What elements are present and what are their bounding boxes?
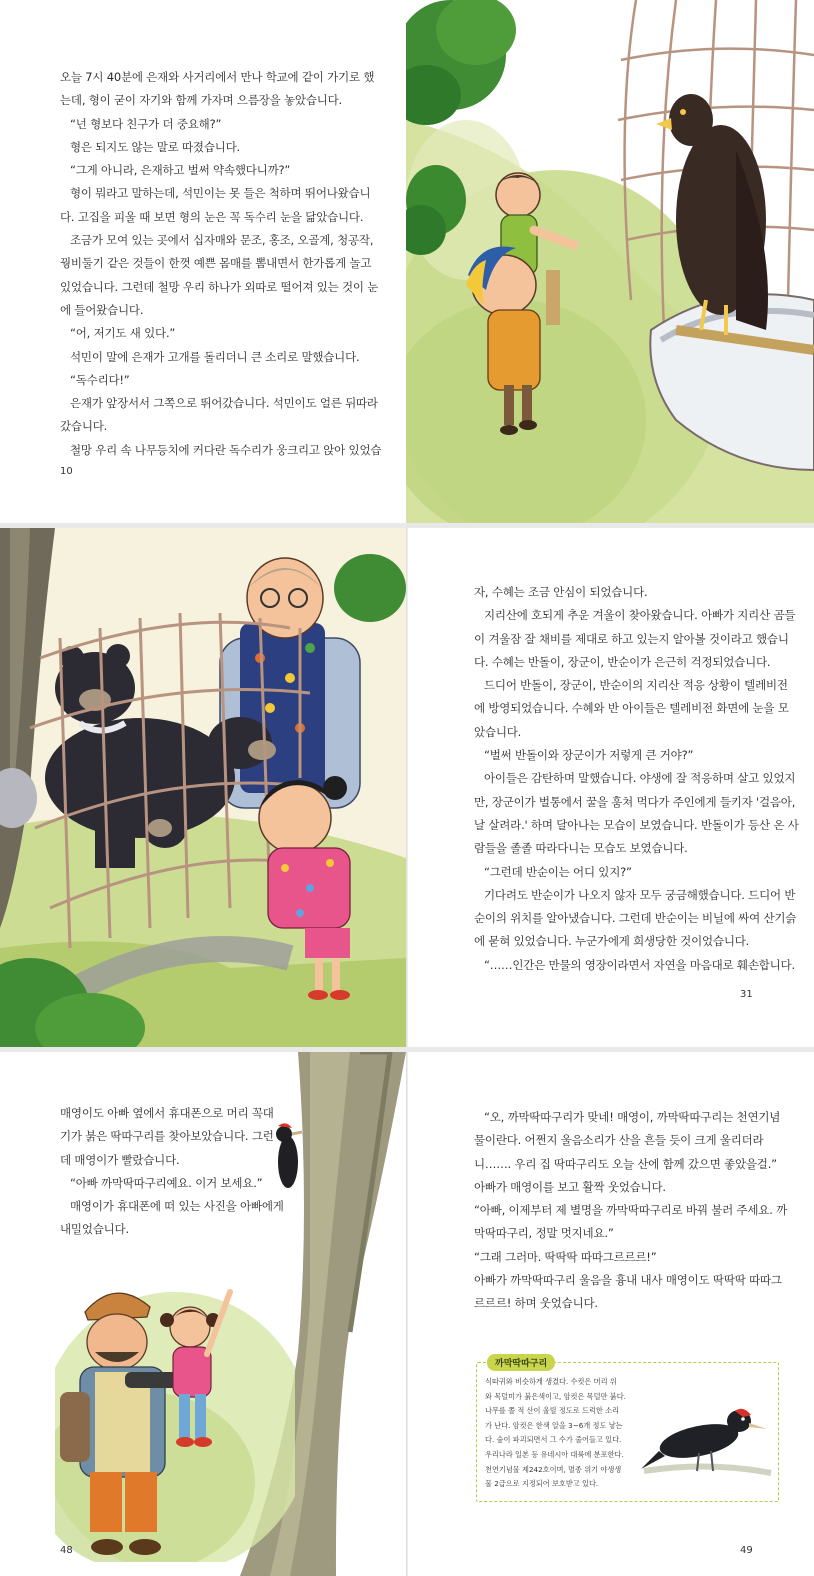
text-line: 물 2급으로 지정되어 보호받고 있다. — [485, 1479, 599, 1489]
text-line: 에 방영되었습니다. 수혜와 반 아이들은 텔레비전 화면에 눈을 모 — [474, 701, 789, 716]
text-line: 조금가 모여 있는 곳에서 십자매와 문조, 홍조, 오골계, 청공작, — [70, 233, 374, 248]
text-line: 매영이가 휴대폰에 떠 있는 사진을 아빠에게 — [70, 1199, 284, 1214]
text-line: 았습니다. — [474, 724, 522, 739]
page-number-10: 10 — [60, 466, 73, 477]
text-line: “그런데 반순이는 어디 있지?” — [484, 864, 632, 879]
text-line: 가 난다. 암컷은 한색 알을 3~6개 정도 낳는 — [485, 1420, 623, 1430]
page-31-body-text — [474, 581, 799, 977]
text-line: 니……. 우리 집 딱따구리도 오늘 산에 함께 갔으면 좋았을걸.” — [474, 1156, 777, 1171]
text-line: 와 목덜미가 붉은색이고, 암컷은 목덜만 붉다. — [485, 1391, 626, 1401]
text-line: 오늘 7시 40분에 은재와 사거리에서 만나 학교에 같이 가기로 했 — [60, 70, 375, 84]
text-line: 람들을 졸졸 따라다니는 모습도 보였습니다. — [474, 841, 688, 856]
text-line: 이 겨울잠 잘 채비를 제대로 하고 있는지 알아볼 것이라고 했습니 — [474, 631, 789, 646]
text-line: 꿩비둘기 같은 것들이 한껏 예쁜 몸매를 뽐내면서 한가롭게 놀고 — [60, 256, 372, 271]
page-number-48: 48 — [60, 1545, 73, 1556]
text-line: 자, 수혜는 조금 안심이 되었습니다. — [474, 585, 648, 599]
page-gutter — [406, 528, 408, 1047]
text-line: 막딱따구리, 정말 멋지네요.” — [474, 1226, 614, 1241]
page-spread-1 — [0, 0, 814, 523]
text-line: 기가 붉은 딱따구리를 찾아보았습니다. 그런 — [60, 1129, 274, 1144]
page-49-body-text — [474, 1106, 787, 1316]
bear-cage-illustration — [0, 528, 406, 1047]
text-line: 지리산에 호되게 추운 겨울이 찾아왔습니다. 아빠가 지리산 곰들 — [484, 608, 796, 623]
text-line: 다. 고집을 피울 때 보면 형의 눈은 꼭 독수리 눈을 닮았습니다. — [60, 209, 364, 224]
text-line: 형이 뭐라고 말하는데, 석민이는 못 들은 척하며 뛰어나왔습니 — [70, 186, 371, 201]
text-line: 만, 장군이가 벌통에서 꿀을 훔쳐 먹다가 주인에게 들키자 '걸음아, — [474, 794, 796, 809]
text-line: 형은 되지도 않는 말로 따졌습니다. — [70, 139, 241, 154]
text-line: 날 살려라.' 하며 달아나는 모습이 보였습니다. 반돌이가 등산 온 사 — [474, 817, 799, 832]
text-line: 에 묻혀 있었습니다. 누군가에게 희생당한 것이었습니다. — [474, 934, 750, 949]
info-box-title: 까막딱따구리 — [487, 1354, 555, 1371]
text-line: 나무를 쫄 적 산이 울릴 정도로 드럭한 소리 — [485, 1406, 620, 1416]
text-line: 식따귀와 비슷하게 생겼다. 수컷은 머리 위 — [485, 1377, 617, 1386]
text-line: 데 매영이가 빨랐습니다. — [60, 1152, 180, 1167]
text-line: “그게 아니라, 은재하고 벌써 약속했다니까?” — [70, 163, 291, 178]
text-line: 아빠가 까막딱따구리 울음을 흉내 내사 매영이도 딱딱딱 따따그 — [474, 1273, 782, 1288]
text-line: 석민이 말에 은재가 고개를 돌리더니 큰 소리로 말했습니다. — [70, 349, 360, 364]
text-line: 갔습니다. — [60, 419, 108, 434]
text-line: 아이들은 감탄하며 말했습니다. 야생에 잘 적응하며 살고 있었지 — [484, 771, 796, 786]
text-line: “……인간은 만물의 영장이라면서 자연을 마음대로 훼손합니다. — [484, 957, 795, 972]
text-line: 은재가 앞장서서 그쪽으로 뛰어갔습니다. 석민이도 얼른 뒤따라 — [70, 396, 378, 411]
eagle-cage-illustration — [406, 0, 814, 523]
text-line: “그래 그러마. 딱딱딱 따따그르르르!” — [474, 1249, 657, 1264]
father-daughter-illustration — [55, 1262, 295, 1562]
text-line: 매영이도 아빠 옆에서 휴대폰으로 머리 꼭대 — [60, 1106, 274, 1120]
text-line: 물이란다. 어쩐지 울음소리가 산을 흔들 듯이 크게 울리더라 — [474, 1133, 764, 1148]
text-line: “아빠, 이제부터 제 별명을 까막딱따구리로 바꿔 불러 주세요. 까 — [474, 1203, 788, 1218]
page-10-body-text — [60, 66, 381, 462]
text-line: 우리나라 일본 등 유네시아 대륙에 분포한다. — [485, 1449, 624, 1459]
text-line: 는데, 형이 굳이 자기와 함께 가자며 으름장을 놓았습니다. — [60, 93, 343, 108]
woodpecker-info-box — [476, 1359, 779, 1502]
page-spread-2 — [0, 528, 814, 1047]
black-woodpecker-icon — [639, 1381, 775, 1491]
text-line: 다. 숲이 파괴되면서 그 수가 줄어들고 있다. — [485, 1435, 622, 1445]
text-line: “넌 형보다 친구가 더 중요해?” — [70, 116, 222, 131]
text-line: 르르르! 하며 웃었습니다. — [474, 1296, 598, 1311]
page-number-31: 31 — [740, 989, 753, 1000]
text-line: “독수리다!” — [70, 372, 130, 387]
page-gutter — [406, 1052, 408, 1576]
text-line: “오, 까막딱따구리가 맞네! 매영이, 까막딱따구리는 천연기념 — [484, 1110, 781, 1124]
text-line: 다. 수혜는 반돌이, 장군이, 반순이가 은근히 걱정되었습니다. — [474, 654, 771, 669]
info-box-text — [485, 1375, 635, 1492]
text-line: 에 들어왔습니다. — [60, 302, 144, 317]
text-line: “어, 저기도 새 있다.” — [70, 326, 176, 341]
text-line: 드디어 반돌이, 장군이, 반순이의 지리산 적응 상황이 텔레비전 — [484, 678, 788, 693]
text-line: 기다려도 반순이가 나오지 않자 모두 궁금해했습니다. 드디어 반 — [484, 887, 796, 902]
text-line: 철망 우리 속 나무등치에 커다란 독수리가 웅크리고 앉아 있었습 — [70, 442, 382, 457]
page-48-body-text — [60, 1102, 284, 1242]
text-line: 내밀었습니다. — [60, 1222, 129, 1237]
text-line: 아빠가 매영이를 보고 활짝 웃었습니다. — [474, 1179, 666, 1194]
text-line: 있었습니다. 그런데 철망 우리 하나가 외따로 떨어져 있는 것이 눈 — [60, 279, 379, 294]
text-line: “아빠 까막딱따구리예요. 이거 보세요.” — [70, 1175, 263, 1190]
text-line: 순이의 위치를 알아냈습니다. 그런데 반순이는 비닐에 싸여 산기슭 — [474, 911, 797, 926]
text-line: 천연기념물 제242호이며, 멸종 위기 야생생 — [485, 1464, 622, 1474]
text-line: “벌써 반돌이와 장군이가 저렇게 큰 거야?” — [484, 748, 694, 763]
page-number-49: 49 — [740, 1545, 753, 1556]
